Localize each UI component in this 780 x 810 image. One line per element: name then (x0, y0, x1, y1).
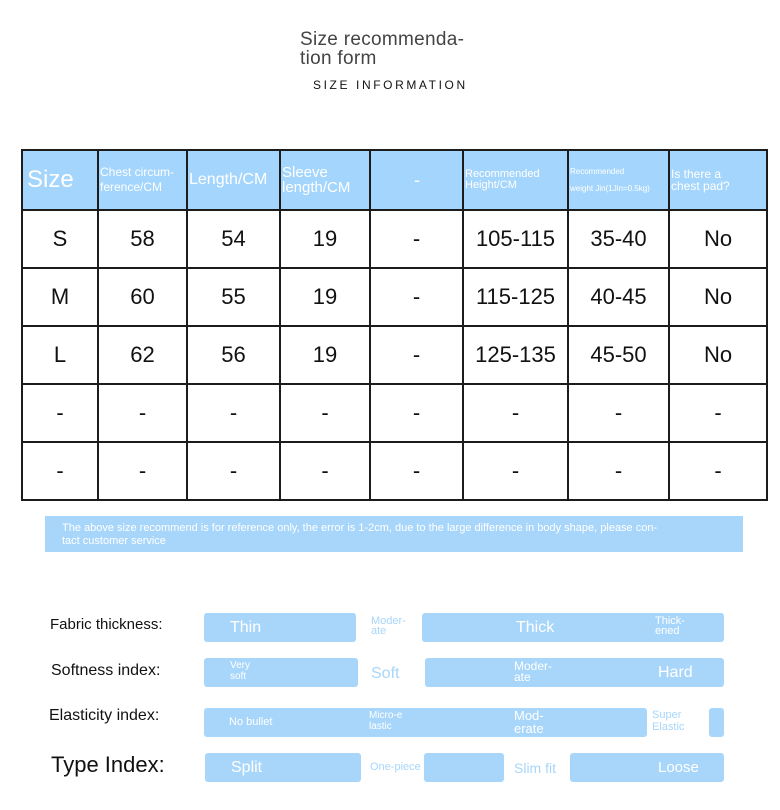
table-cell: 56 (187, 326, 280, 384)
table-cell: - (370, 384, 463, 442)
table-cell: - (98, 384, 187, 442)
note-line-2: tact customer service (62, 535, 166, 547)
table-cell: - (370, 268, 463, 326)
table-row (22, 326, 767, 384)
softness-option-very-soft: Very soft (204, 658, 358, 687)
table-cell: 19 (280, 326, 370, 384)
table-cell: 58 (98, 210, 187, 268)
table-cell: No (669, 326, 767, 384)
table-cell: L (22, 326, 98, 384)
title-line-1: Size recommenda- (300, 29, 465, 50)
fabric-thickness-label: Fabric thickness: (50, 616, 163, 633)
table-cell: - (568, 442, 669, 500)
softness-option-moderate-hard: Moder- ate Hard (425, 658, 724, 687)
header-weight: Recommended weight Jin(1Jin=0.5kg) (568, 150, 669, 210)
table-header-row (22, 150, 767, 210)
table-cell: - (22, 384, 98, 442)
table-row (22, 384, 767, 442)
softness-index-label: Softness index: (51, 662, 161, 679)
table-cell: - (669, 384, 767, 442)
page-subtitle: SIZE INFORMATION (313, 78, 468, 92)
table-cell: S (22, 210, 98, 268)
type-option-one-piece: One-piece (370, 761, 421, 773)
table-cell: 45-50 (568, 326, 669, 384)
table-cell: - (187, 442, 280, 500)
table-row (22, 268, 767, 326)
fabric-option-moderate: Moder- ate (371, 615, 406, 637)
header-sleeve: Sleeve length/CM (280, 150, 370, 210)
elasticity-bar-end (709, 708, 724, 737)
table-cell: 55 (187, 268, 280, 326)
type-option-split: Split (205, 753, 361, 782)
table-cell: - (280, 384, 370, 442)
softness-option-soft: Soft (371, 665, 400, 682)
table-cell: - (370, 442, 463, 500)
table-cell: - (463, 442, 568, 500)
table-cell: M (22, 268, 98, 326)
table-cell: - (280, 442, 370, 500)
table-cell: 35-40 (568, 210, 669, 268)
elasticity-option-bar: No bullet Micro-e lastic Mod- erate (204, 708, 647, 737)
table-cell: 115-125 (463, 268, 568, 326)
size-table (21, 149, 768, 501)
page-title (300, 30, 500, 68)
type-option-loose: Loose (570, 753, 724, 782)
header-size: Size (22, 150, 98, 210)
table-cell: No (669, 210, 767, 268)
table-cell: 125-135 (463, 326, 568, 384)
type-option-slim-fit: Slim fit (514, 760, 556, 776)
note-line-1: The above size recommend is for reference only, the error is 1-2cm, due to the large difference in body shape, please con- (62, 522, 658, 534)
table-cell: 19 (280, 210, 370, 268)
table-cell: - (463, 384, 568, 442)
table-cell: 40-45 (568, 268, 669, 326)
table-cell: No (669, 268, 767, 326)
header-height: Recommended Height/CM (463, 150, 568, 210)
header-length: Length/CM (187, 150, 280, 210)
fabric-option-thin: Thin (204, 613, 356, 642)
type-bar-segment (424, 753, 504, 782)
table-cell: - (187, 384, 280, 442)
header-blank: - (370, 150, 463, 210)
table-row (22, 210, 767, 268)
elasticity-option-super-elastic: Super Elastic (652, 709, 685, 733)
table-cell: - (370, 326, 463, 384)
table-cell: - (669, 442, 767, 500)
type-index-label: Type Index: (51, 752, 165, 777)
table-cell: - (370, 210, 463, 268)
table-cell: 60 (98, 268, 187, 326)
table-cell: - (98, 442, 187, 500)
table-cell: - (22, 442, 98, 500)
table-cell: 62 (98, 326, 187, 384)
elasticity-index-label: Elasticity index: (49, 707, 160, 724)
header-chest-pad: Is there a chest pad? (669, 150, 767, 210)
header-chest: Chest circum- ference/CM (98, 150, 187, 210)
fabric-option-thick: Thick Thick- ened (422, 613, 724, 642)
table-row (22, 442, 767, 500)
disclaimer-note (45, 516, 743, 552)
table-cell: 19 (280, 268, 370, 326)
title-line-2: tion form (300, 48, 377, 69)
table-cell: 105-115 (463, 210, 568, 268)
table-cell: 54 (187, 210, 280, 268)
table-cell: - (568, 384, 669, 442)
